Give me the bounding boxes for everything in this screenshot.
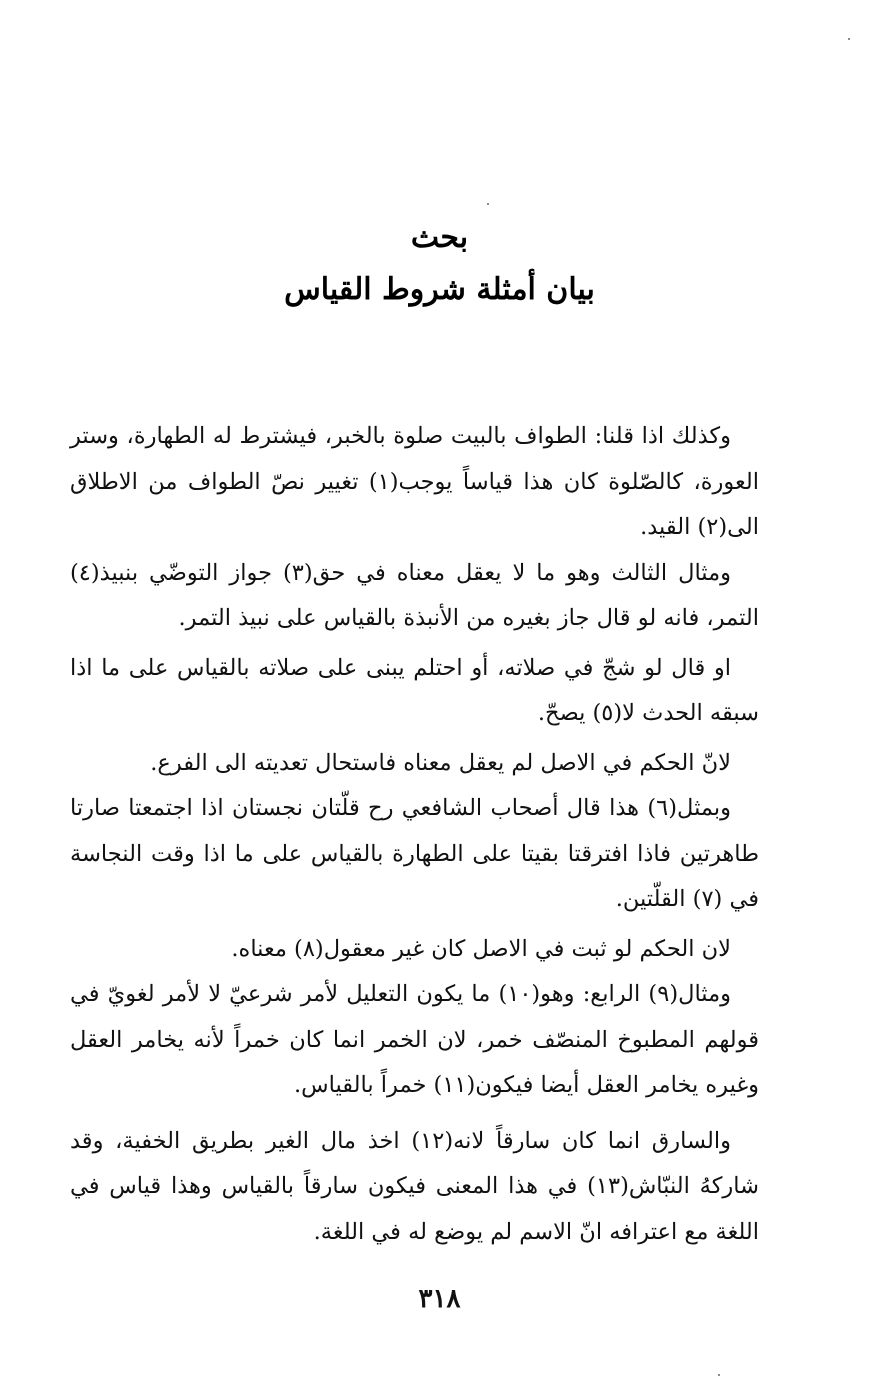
body-text (70, 414, 759, 1255)
paragraph-6: لان الحكم لو ثبت في الاصل كان غير معقول(٨) معناه. (231, 935, 731, 962)
paragraph-1: وكذلك اذا قلنا: الطواف بالبيت صلوة بالخبر، فيشترط له الطهارة، وستر العورة، كالصّلوة كان هذا قياساً يوجب(١) تغيير نصّ الطواف من الاطلاق الى(٢) القيد. (70, 423, 759, 540)
paragraph-4: لانّ الحكم في الاصل لم يعقل معناه فاستحال تعديته الى الفرع. (150, 749, 731, 776)
paragraph-8: والسارق انما كان سارقاً لانه(١٢) اخذ مال الغير بطريق الخفية، وقد شاركهُ النبّاش(١٣) في هذا المعنى فيكون سارقاً بالقياس وهذا قياس في اللغة مع اعترافه انّ الاسم لم يوضع له في اللغة. (70, 1127, 759, 1245)
scan-speck (848, 38, 850, 40)
page-number: ٣١٨ (418, 1284, 461, 1314)
scan-speck (487, 203, 489, 205)
scan-speck (718, 1374, 720, 1376)
section-label: بحث (410, 220, 469, 255)
paragraph-3: او قال لو شجّ في صلاته، أو احتلم يبنى على صلاته بالقياس على ما اذا سبقه الحدث لا(٥) يصحّ. (70, 654, 759, 726)
section-title: بيان أمثلة شروط القياس (284, 272, 595, 307)
paragraph-5: وبمثل(٦) هذا قال أصحاب الشافعي رح قلّتان نجستان اذا اجتمعتا صارتا طاهرتين فاذا افترقتا بقيتا على الطهارة بالقياس على ما اذا وقت النجاسة في (٧) القلّتين. (70, 795, 759, 912)
paragraph-2: ومثال الثالث وهو ما لا يعقل معناه في حق(٣) جواز التوضّي بنبيذ(٤) التمر، فانه لو قال جاز بغيره من الأنبذة بالقياس على نبيذ التمر. (70, 559, 759, 631)
paragraph-7: ومثال(٩) الرابع: وهو(١٠) ما يكون التعليل لأمر شرعيّ لا لأمر لغويّ في قولهم المطبوخ المنصّف خمر، لان الخمر انما كان خمراً لأنه يخامر العقل وغيره يخامر العقل أيضا فيكون(١١) خمراً بالقياس. (70, 981, 759, 1098)
